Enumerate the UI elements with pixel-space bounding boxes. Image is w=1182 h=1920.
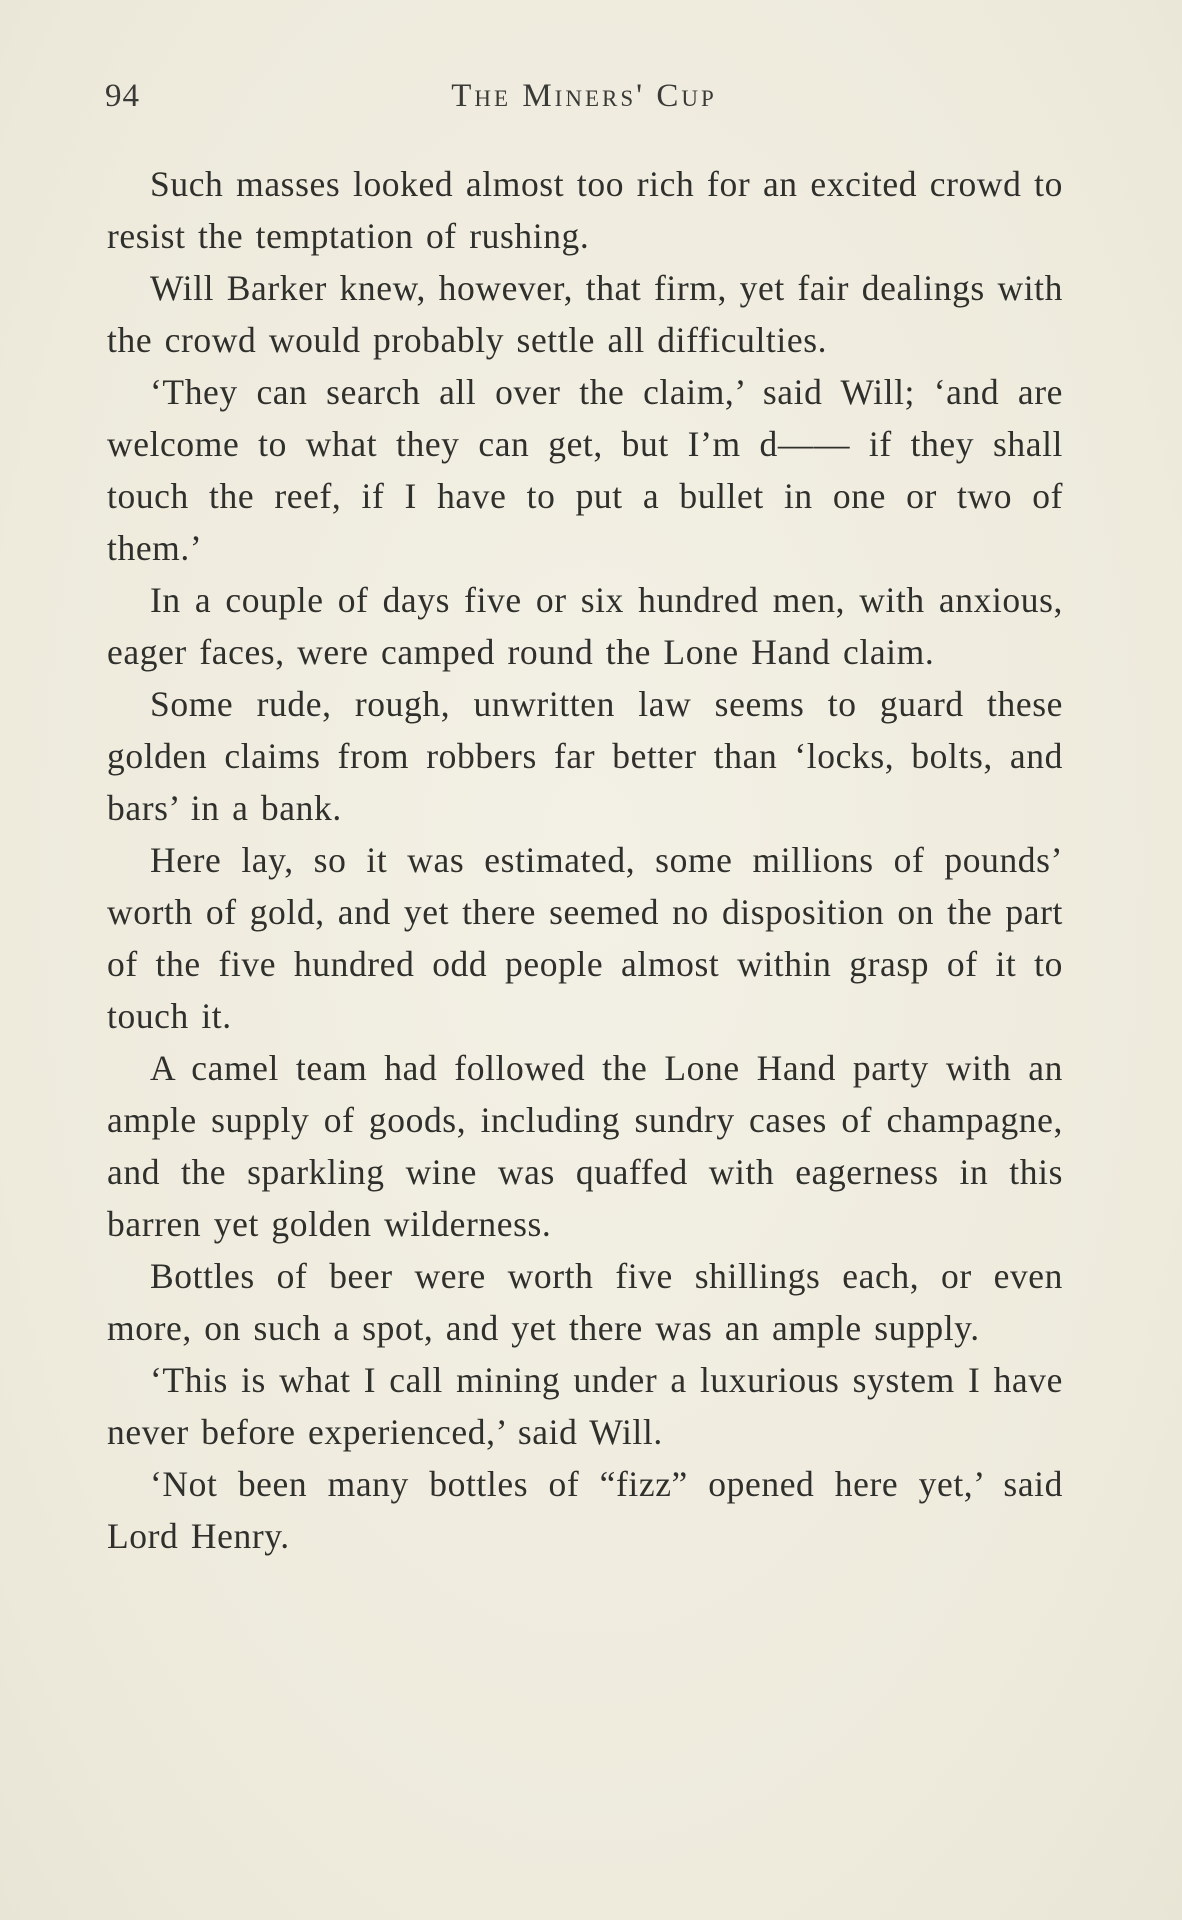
body-text <box>107 158 1063 1562</box>
paragraph: Bottles of beer were worth five shillings each, or even more, on such a spot, and yet there was an ample supply. <box>107 1256 1063 1348</box>
running-head: The Miners' Cup <box>451 78 717 114</box>
paragraph: Such masses looked almost too rich for an excited crowd to resist the temptation of rushing. <box>107 164 1063 256</box>
page-header <box>105 78 1063 128</box>
page-number: 94 <box>105 78 140 114</box>
paragraph: ‘They can search all over the claim,’ said Will; ‘and are welcome to what they can get, but I’m d—— if they shall touch the reef, if I have to put a bullet in one or two of them.’ <box>107 372 1063 568</box>
paragraph: Will Barker knew, however, that firm, yet fair dealings with the crowd would probably settle all difficulties. <box>107 268 1063 360</box>
paragraph: ‘Not been many bottles of “fizz” opened here yet,’ said Lord Henry. <box>107 1464 1063 1556</box>
paragraph: Here lay, so it was estimated, some millions of pounds’ worth of gold, and yet there seemed no disposition on the part of the five hundred odd people almost within grasp of it to touch it. <box>107 840 1063 1036</box>
paragraph: A camel team had followed the Lone Hand party with an ample supply of goods, including sundry cases of champagne, and the sparkling wine was quaffed with eagerness in this barren yet golden wilderness. <box>107 1048 1063 1244</box>
paragraph: ‘This is what I call mining under a luxurious system I have never before experienced,’ said Will. <box>107 1360 1063 1452</box>
paragraph: In a couple of days five or six hundred men, with anxious, eager faces, were camped round the Lone Hand claim. <box>107 580 1063 672</box>
paragraph: Some rude, rough, unwritten law seems to guard these golden claims from robbers far better than ‘locks, bolts, and bars’ in a bank. <box>107 684 1063 828</box>
